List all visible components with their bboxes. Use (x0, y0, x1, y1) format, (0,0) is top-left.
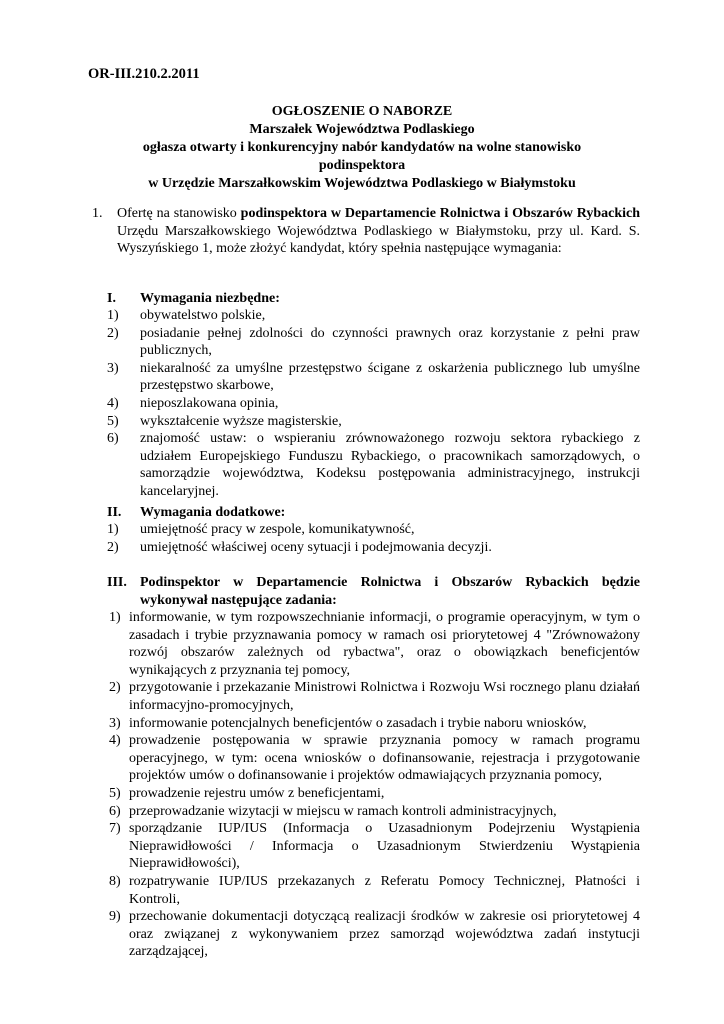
intro-text-post: Urzędu Marszałkowskiego Województwa Podlaskiego w Białymstoku, przy ul. Kard. S. Wyszyńskiego 1, może złożyć kandydat, który spełnia następujące wymagania: (117, 223, 640, 257)
list-item (109, 803, 640, 821)
item-text: nieposzlakowana opinia, (140, 395, 279, 411)
item-text: przygotowanie i przekazanie Ministrowi Rolnictwa i Rozwoju Wsi rocznego planu działań informacyjno-promocyjnych, (129, 680, 640, 713)
additional-list (107, 521, 640, 556)
item-text: rozpatrywanie IUP/IUS przekazanych z Referatu Pomocy Technicznej, Płatności i Kontroli, (129, 873, 640, 907)
list-item (107, 360, 640, 395)
section-tasks (107, 574, 640, 609)
item-text: wykształcenie wyższe magisterskie, (140, 413, 342, 429)
item-text: przechowanie dokumentacji dotyczącą realizacji środków w zakresie osi priorytetowej 4 oraz związanej z wykonywaniem przez samorząd województwa zadań instytucji zarządzającej, (129, 909, 640, 960)
item-number: 1) (109, 610, 121, 625)
header-office: w Urzędzie Marszałkowskim Województwa Podlaskiego w Białymstoku (148, 176, 576, 191)
item-number: 3) (107, 360, 119, 376)
item-text: prowadzenie postępowania w sprawie przyznania pomocy w ramach programu operacyjnego, w tym: ocena wniosków o dofinansowanie, rejestracja i przygotowanie projektów umów o dofinansowanie i projektów odmawiających przyznania pomocy, (129, 733, 640, 784)
intro-text-bold: podinspektora w Departamencie Rolnictwa i Obszarów Rybackich (240, 206, 640, 221)
list-item (109, 820, 640, 873)
item-text: znajomość ustaw: o wspieraniu zrównoważonego rozwoju sektora rybackiego z udziałem Europejskiego Funduszu Rybackiego, o pracownikach samorządowych, o samorządzie województwa, Kodeksu postępowania administracyjnego, instrukcji kancelaryjnej. (140, 431, 640, 499)
header-issuer: Marszałek Województwa Podlaskiego (249, 122, 475, 137)
header-description: ogłasza otwarty i konkurencyjny nabór kandydatów na wolne stanowisko (142, 140, 582, 155)
list-item (107, 325, 640, 360)
list-item (109, 732, 640, 785)
list-item (109, 679, 640, 714)
item-number: 1) (107, 308, 119, 323)
intro-paragraph (92, 205, 640, 258)
section-title-text: Podinspektor w Departamencie Rolnictwa i Obszarów Rybackich będzie wykonywał następujące zadania: (140, 575, 640, 608)
list-item (107, 413, 640, 431)
section-title-text: Wymagania dodatkowe: (140, 505, 286, 520)
header-title: OGŁOSZENIE O NABORZE (271, 104, 453, 119)
item-text: sporządzanie IUP/IUS (Informacja o Uzasadnionym Podejrzeniu Wystąpienia Nieprawidłowości / Informacja o Uzasadnionym Stwierdzeniu Wystąpienia Nieprawidłowości), (129, 821, 640, 872)
item-text: niekaralność za umyślne przestępstwo ścigane z oskarżenia publicznego lub umyślne przestępstwo skarbowe, (140, 360, 640, 394)
section-numeral: II. (107, 505, 122, 520)
header-position: podinspektora (318, 158, 406, 173)
item-text: informowanie, w tym rozpowszechnianie informacji, o programie operacyjnym, w tym o zasadach i trybie przyznawania pomocy w ramach osi priorytetowej 4 "Zrównoważony rozwój obszarów zależnych od rybactwa", oraz o obowiązkach beneficjentów wynikających z przyznania tej pomocy, (129, 610, 640, 678)
item-number: 2) (107, 325, 119, 341)
item-text: umiejętność właściwej oceny sytuacji i podejmowania decyzji. (140, 539, 492, 555)
section-numeral: I. (107, 291, 116, 306)
list-item (107, 395, 640, 413)
item-number: 4) (107, 395, 119, 411)
item-number: 3) (109, 715, 121, 731)
section-numeral: III. (107, 575, 127, 590)
list-item (107, 539, 640, 557)
item-number: 5) (107, 413, 119, 429)
item-number: 9) (109, 909, 121, 925)
required-list (107, 307, 640, 501)
announcement-header (88, 103, 636, 193)
item-number: 2) (107, 539, 119, 555)
item-text: prowadzenie rejestru umów z beneficjentami, (129, 785, 385, 801)
intro-text (117, 205, 640, 258)
list-item (109, 715, 640, 733)
item-text: umiejętność pracy w zespole, komunikatywność, (140, 522, 415, 537)
section-additional (107, 504, 640, 522)
intro-text-pre: Ofertę na stanowisko (117, 206, 241, 221)
list-item (107, 521, 640, 539)
item-text: posiadanie pełnej zdolności do czynności prawnych oraz korzystanie z pełni praw publicznych, (140, 325, 640, 359)
list-item (109, 785, 640, 803)
item-number: 6) (109, 803, 121, 819)
list-item (109, 908, 640, 961)
list-item (107, 430, 640, 500)
item-number: 6) (107, 431, 119, 447)
item-number: 1) (107, 522, 119, 537)
item-text: przeprowadzanie wizytacji w miejscu w ramach kontroli administracyjnych, (129, 803, 557, 819)
list-item (109, 873, 640, 908)
section-title-text: Wymagania niezbędne: (140, 291, 280, 306)
item-number: 4) (109, 733, 121, 749)
intro-number: 1. (92, 206, 103, 221)
item-text: informowanie potencjalnych beneficjentów o zasadach i trybie naboru wniosków, (129, 715, 587, 731)
item-number: 5) (109, 785, 121, 801)
section-title (107, 504, 640, 522)
item-number: 2) (109, 680, 121, 696)
section-title (107, 574, 640, 609)
item-number: 8) (109, 873, 121, 889)
item-text: obywatelstwo polskie, (140, 308, 266, 323)
section-title (107, 290, 640, 308)
section-required (107, 290, 640, 308)
list-item (109, 609, 640, 679)
reference-number: OR-III.210.2.2011 (88, 66, 200, 82)
list-item (107, 307, 640, 325)
tasks-list (109, 609, 640, 961)
item-number: 7) (109, 821, 121, 837)
